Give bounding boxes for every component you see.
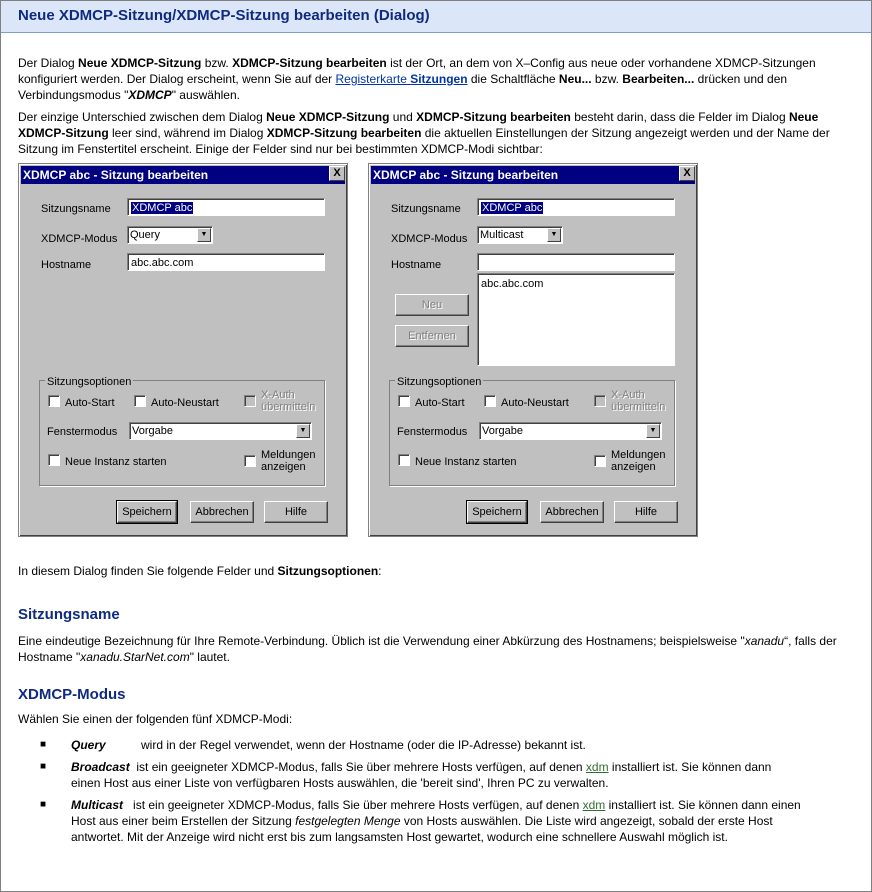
xdm-link[interactable]: xdm — [585, 760, 609, 774]
meldungen-label: Meldungen anzeigen — [611, 449, 666, 473]
fenstermodus-label: Fenstermodus — [397, 426, 468, 438]
meldungen-checkbox[interactable] — [594, 455, 606, 467]
fenstermodus-select[interactable]: Vorgabe ▼ — [479, 422, 662, 440]
sitzungsname-description: Eine eindeutige Bezeichnung für Ihre Remote-Verbindung. Üblich ist die Verwendung einer Abkürzung des Hostnamens; beispielsweise "xanadu“, falls der Hostname "xanadu.StarNet.com" lautet. — [18, 634, 837, 664]
registerkarte-sitzungen-link[interactable]: Registerkarte Sitzungen — [335, 72, 468, 86]
fenstermodus-label: Fenstermodus — [47, 426, 118, 438]
neue-instanz-checkbox[interactable] — [398, 454, 410, 466]
dialog-multicast — [368, 163, 698, 537]
abbrechen-button[interactable]: Abbrechen — [190, 501, 254, 523]
neue-instanz-checkbox[interactable] — [48, 454, 60, 466]
auto-start-label: Auto-Start — [65, 397, 115, 409]
fields-intro: In diesem Dialog finden Sie folgende Felder und Sitzungsoptionen: — [18, 564, 382, 578]
bullet-icon: ■ — [40, 739, 47, 750]
sitzungsoptionen-label: Sitzungsoptionen — [47, 376, 132, 388]
auto-neustart-checkbox[interactable] — [134, 395, 146, 407]
speichern-button[interactable]: Speichern — [117, 501, 177, 523]
fenstermodus-select[interactable]: Vorgabe ▼ — [129, 422, 312, 440]
dialog-title-bar: XDMCP abc - Sitzung bearbeiten — [371, 166, 695, 184]
sitzungsname-input[interactable]: XDMCP abc — [127, 198, 325, 216]
list-item-multicast: ■ Multicast ist ein geeigneter XDMCP-Modus, falls Sie über mehrere Hosts verfügen, auf denen xdm installiert ist. Sie können dann einen Host aus einer beim Erstellen der Sitzung festgelegten Menge von Hosts auswählen. Die Liste wird angezeigt, sobald der erste Host antwortet. Mit der Anzeige wird nicht erst bis zum langsamsten Host gewartet, wodurch eine schnellere Auswahl möglich ist. — [40, 798, 801, 844]
abbrechen-button[interactable]: Abbrechen — [540, 501, 604, 523]
xdmcp-modus-label: XDMCP-Modus — [41, 233, 118, 245]
dialog-screenshots — [18, 163, 860, 537]
auto-start-checkbox[interactable] — [48, 395, 60, 407]
chevron-down-icon[interactable]: ▼ — [296, 424, 310, 438]
chevron-down-icon[interactable]: ▼ — [547, 228, 561, 242]
host-list[interactable] — [477, 273, 675, 366]
bullet-icon: ■ — [40, 799, 47, 810]
neue-instanz-label: Neue Instanz starten — [415, 456, 517, 468]
meldungen-label: Meldungen anzeigen — [261, 449, 316, 473]
speichern-button[interactable]: Speichern — [467, 501, 527, 523]
auto-neustart-checkbox[interactable] — [484, 395, 496, 407]
dialog-query — [18, 163, 348, 537]
close-icon[interactable]: X — [679, 166, 695, 181]
intro-paragraph-1: Der Dialog Neue XDMCP-Sitzung bzw. XDMCP-Sitzung bearbeiten ist der Ort, an dem von X–Config aus neue oder vorhandene XDMCP-Sitzungen konfiguriert werden. Der Dialog erscheint, wenn Sie auf der Registerkarte Sitzungen die Schaltfläche Neu... bzw. Bearbeiten... drücken und den Verbindungsmodus "XDMCP" auswählen. — [18, 56, 816, 102]
bullet-icon: ■ — [40, 761, 47, 772]
xdmcp-modus-select[interactable]: Query ▼ — [127, 226, 213, 244]
heading-xdmcp-modus: XDMCP-Modus — [18, 686, 126, 703]
list-item-query: ■ Query wird in der Regel verwendet, wenn der Hostname (oder die IP-Adresse) bekannt ist. — [40, 738, 586, 752]
xdm-link[interactable]: xdm — [582, 798, 606, 812]
heading-sitzungsname: Sitzungsname — [18, 606, 120, 623]
title-bar — [1, 1, 871, 33]
neue-instanz-label: Neue Instanz starten — [65, 456, 167, 468]
auto-start-label: Auto-Start — [415, 397, 465, 409]
xauth-checkbox[interactable] — [244, 395, 256, 407]
meldungen-checkbox[interactable] — [244, 455, 256, 467]
chevron-down-icon[interactable]: ▼ — [197, 228, 211, 242]
xdmcp-modus-label: XDMCP-Modus — [391, 233, 468, 245]
xdmcp-modus-intro: Wählen Sie einen der folgenden fünf XDMCP-Modi: — [18, 712, 293, 726]
sitzungsoptionen-label: Sitzungsoptionen — [397, 376, 482, 388]
sitzungsname-label: Sitzungsname — [391, 203, 461, 215]
hostname-input[interactable]: abc.abc.com — [127, 253, 325, 271]
page-title: Neue XDMCP-Sitzung/XDMCP-Sitzung bearbeiten (Dialog) — [18, 7, 430, 24]
hostname-label: Hostname — [41, 259, 92, 271]
neu-button[interactable]: Neu — [395, 294, 469, 316]
close-icon[interactable]: X — [329, 166, 345, 181]
hilfe-button[interactable]: Hilfe — [264, 501, 328, 523]
auto-start-checkbox[interactable] — [398, 395, 410, 407]
xdmcp-modus-select[interactable]: Multicast ▼ — [477, 226, 563, 244]
sitzungsname-label: Sitzungsname — [41, 203, 111, 215]
chevron-down-icon[interactable]: ▼ — [646, 424, 660, 438]
hilfe-button[interactable]: Hilfe — [614, 501, 678, 523]
hostname-input[interactable] — [477, 253, 675, 271]
entfernen-button[interactable]: Entfernen — [395, 325, 469, 347]
dialog-title-bar: XDMCP abc - Sitzung bearbeiten — [21, 166, 345, 184]
hostname-label: Hostname — [391, 259, 442, 271]
auto-neustart-label: Auto-Neustart — [151, 397, 219, 409]
auto-neustart-label: Auto-Neustart — [501, 397, 569, 409]
sitzungsname-input[interactable]: XDMCP abc — [477, 198, 675, 216]
list-item-broadcast: ■ Broadcast ist ein geeigneter XDMCP-Modus, falls Sie über mehrere Hosts verfügen, auf denen xdm installiert ist. Sie können dann einen Host aus einer Liste von verfügbaren Hosts auswählen, die 'bereit sind', Ihren PC zu verwalten. — [40, 760, 772, 790]
intro-paragraph-2: Der einzige Unterschied zwischen dem Dialog Neue XDMCP-Sitzung und XDMCP-Sitzung bearbeiten besteht darin, dass die Felder im Dialog Neue XDMCP-Sitzung leer sind, während im Dialog XDMCP-Sitzung bearbeiten die aktuellen Einstellungen der Sitzung angezeigt werden und der Name der Sitzung im Fenstertitel erscheint. Einige der Felder sind nur bei bestimmten XDMCP-Modi sichtbar: — [18, 110, 830, 156]
mode-list — [18, 737, 860, 845]
xauth-label: X-Auth übermitteln — [611, 389, 666, 413]
content — [18, 55, 860, 851]
xauth-label: X-Auth übermitteln — [261, 389, 316, 413]
xauth-checkbox[interactable] — [594, 395, 606, 407]
list-item[interactable]: abc.abc.com — [481, 278, 544, 290]
